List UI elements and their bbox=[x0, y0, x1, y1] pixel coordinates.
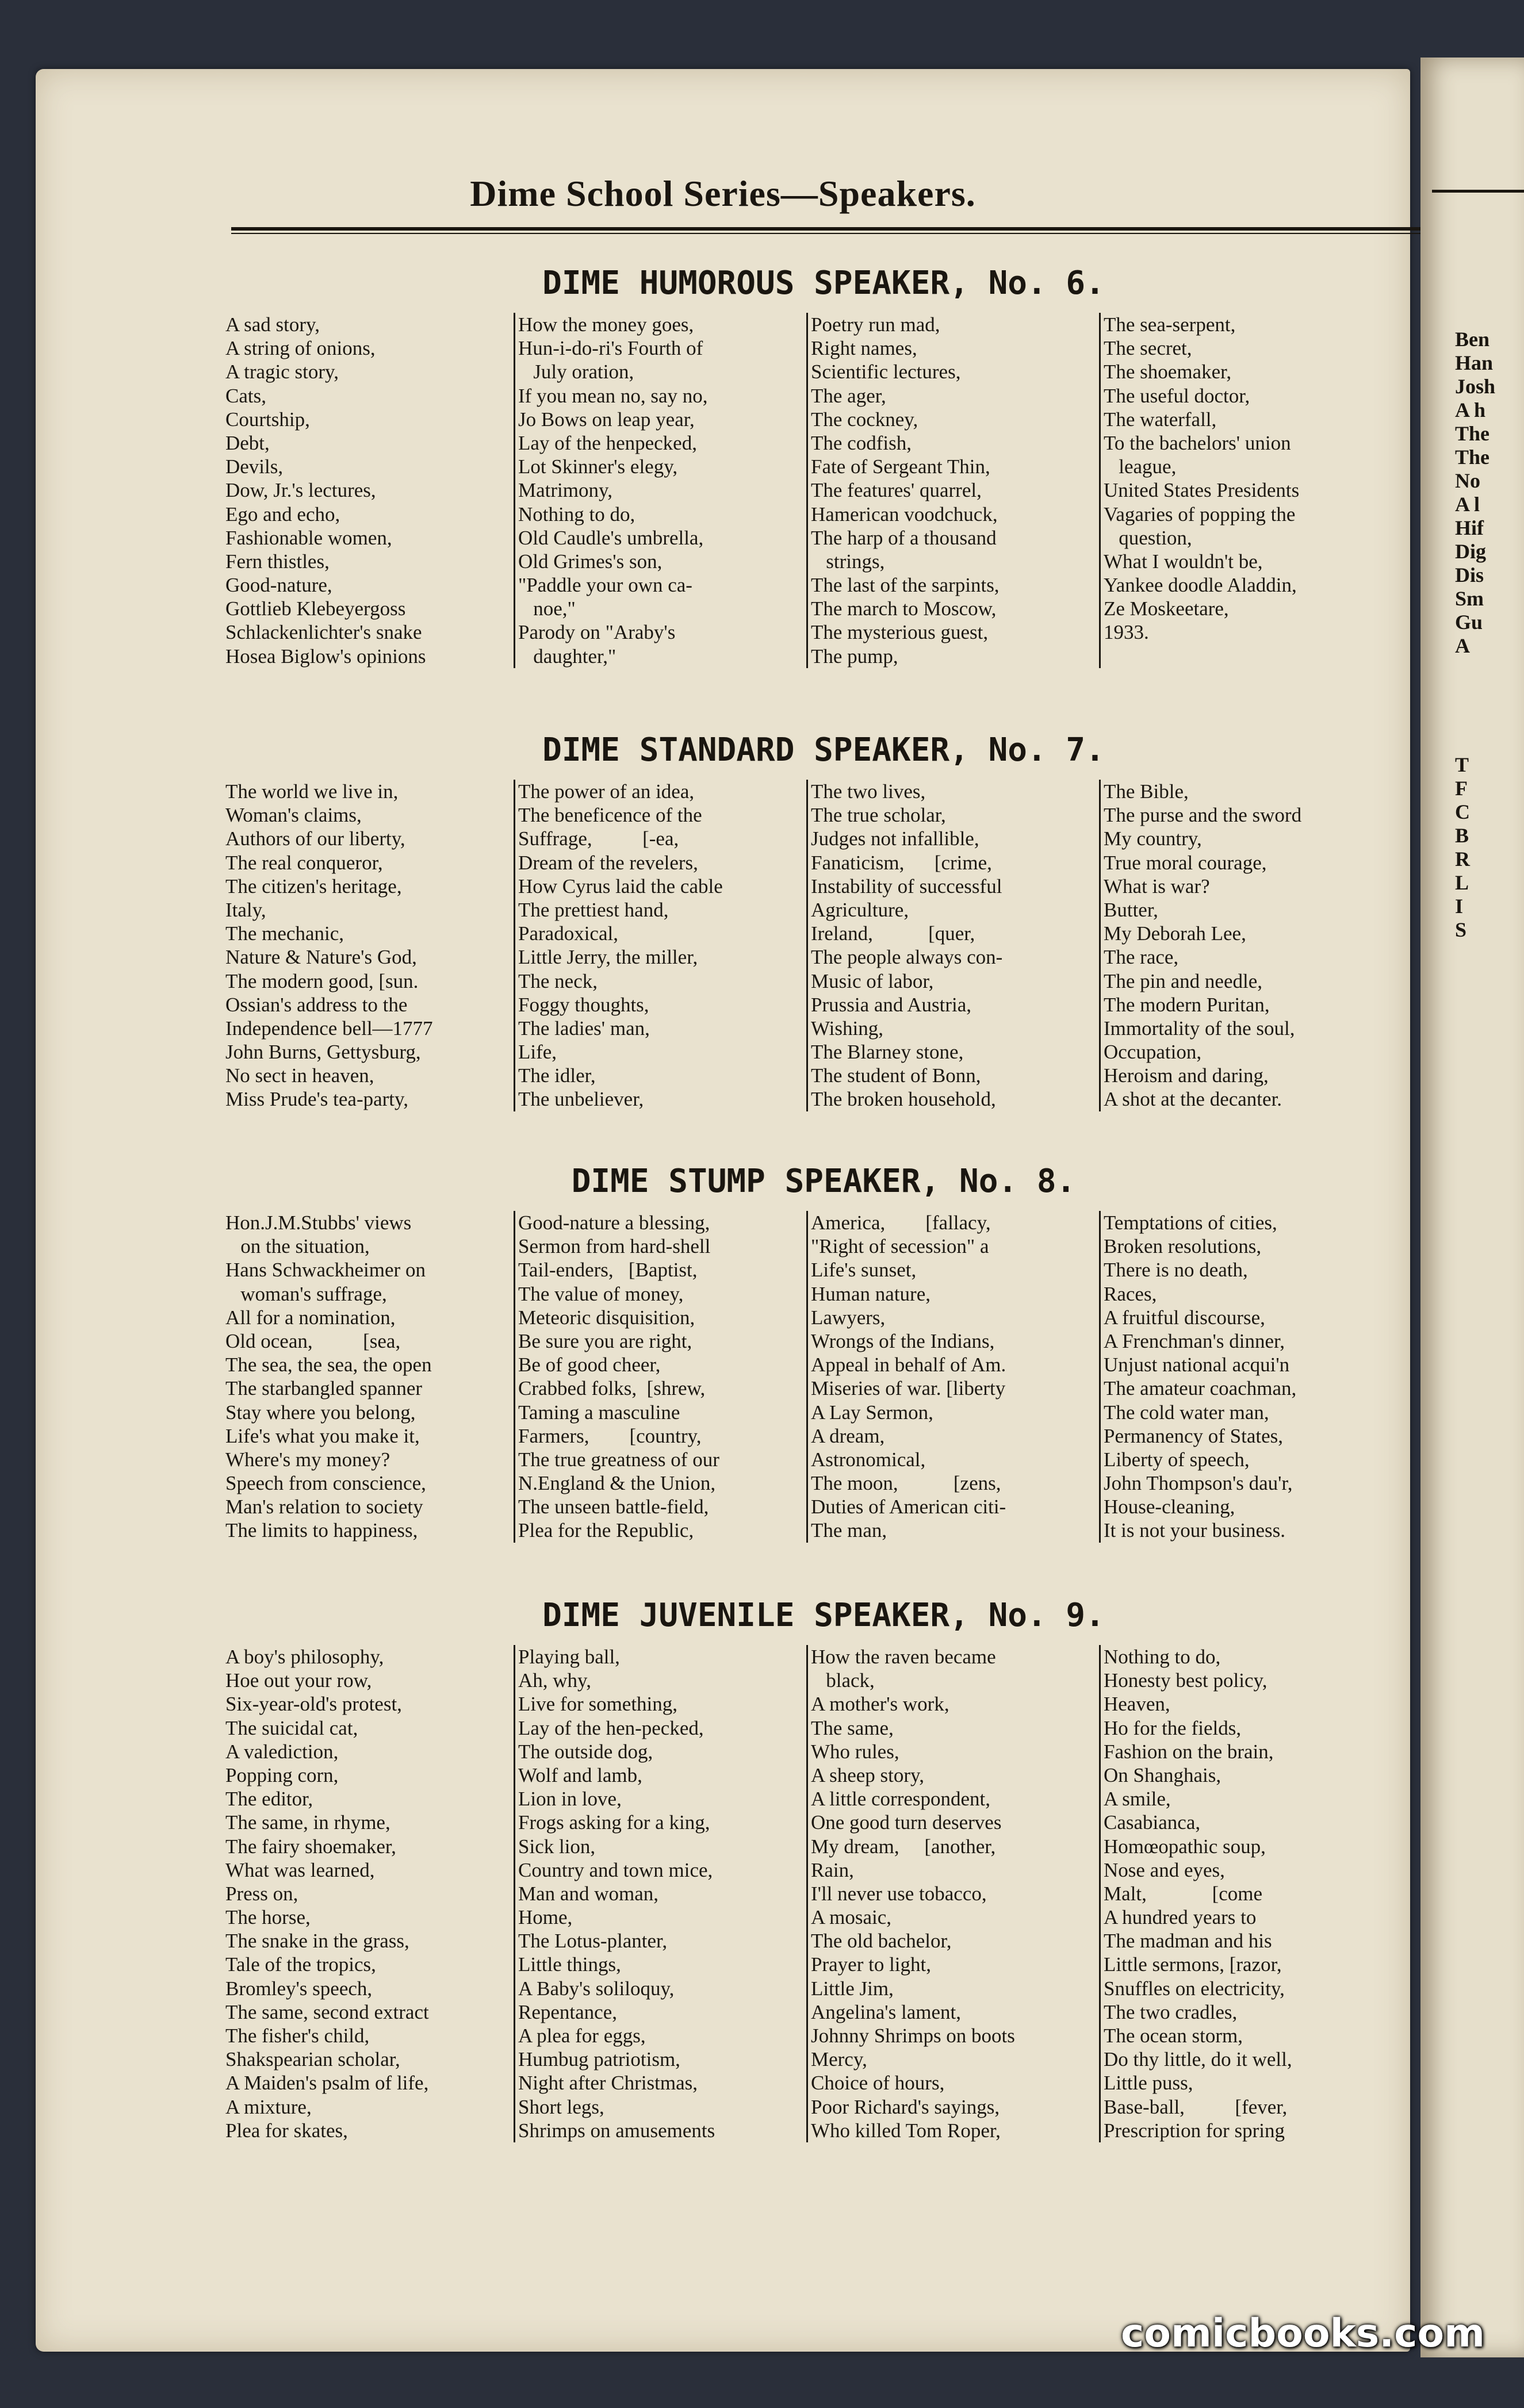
entry-line: Lion in love, bbox=[518, 1788, 622, 1811]
entry-line: Playing ball, bbox=[518, 1646, 620, 1668]
section-columns bbox=[225, 313, 1422, 668]
entry-line: noe," bbox=[518, 597, 576, 620]
entry-line: The prettiest hand, bbox=[518, 898, 669, 921]
column-1 bbox=[225, 1211, 509, 1543]
entry-line: Plea for the Republic, bbox=[518, 1519, 694, 1542]
entry-line: Gottlieb Klebeyergoss bbox=[225, 597, 406, 620]
entry-line: The modern Puritan, bbox=[1104, 993, 1270, 1016]
column-3 bbox=[806, 1211, 1094, 1543]
entry-line: Permanency of States, bbox=[1104, 1424, 1283, 1447]
entry-line: Nothing to do, bbox=[518, 503, 635, 526]
entry-line: Right names, bbox=[811, 337, 917, 360]
entry-line: A Lay Sermon, bbox=[811, 1401, 933, 1424]
entry-line: Jo Bows on leap year, bbox=[518, 408, 695, 431]
entry-line: Crabbed folks, [shrew, bbox=[518, 1377, 706, 1400]
entry-line: Poor Richard's sayings, bbox=[811, 2095, 1000, 2118]
entry-line: The useful doctor, bbox=[1104, 384, 1250, 407]
entry-line: Man and woman, bbox=[518, 1882, 658, 1905]
entry-line: Where's my money? bbox=[225, 1448, 390, 1471]
entry-line: Hoe out your row, bbox=[225, 1669, 372, 1692]
entry-line: No sect in heaven, bbox=[225, 1064, 374, 1087]
entry-line: daughter," bbox=[518, 645, 617, 668]
entry-line: Tail-enders, [Baptist, bbox=[518, 1259, 698, 1282]
entry-line: What is war? bbox=[1104, 875, 1210, 898]
entry-line: One good turn deserves bbox=[811, 1811, 1002, 1834]
entry-line: Choice of hours, bbox=[811, 2072, 945, 2095]
entry-line: "Paddle your own ca- bbox=[518, 574, 692, 597]
entry-line: Johnny Shrimps on boots bbox=[811, 2024, 1015, 2047]
entry-line: True moral courage, bbox=[1104, 851, 1267, 874]
entry-line: Hamerican voodchuck, bbox=[811, 503, 998, 526]
running-head: Dime School Series—Speakers. bbox=[470, 173, 976, 214]
entry-line: The cold water man, bbox=[1104, 1401, 1269, 1424]
entry-line: My country, bbox=[1104, 827, 1202, 850]
column-1 bbox=[225, 780, 509, 1111]
section-title: DIME STANDARD SPEAKER, No. 7. bbox=[542, 731, 1105, 769]
entry-line: Lay of the hen-pecked, bbox=[518, 1716, 704, 1739]
entry-line: Frogs asking for a king, bbox=[518, 1811, 710, 1834]
section-title: DIME JUVENILE SPEAKER, No. 9. bbox=[542, 1597, 1105, 1634]
entry-line: The purse and the sword bbox=[1104, 804, 1302, 827]
entry-line: The waterfall, bbox=[1104, 408, 1217, 431]
entry-line: Old ocean, [sea, bbox=[225, 1329, 401, 1352]
entry-line: Mercy, bbox=[811, 2048, 867, 2071]
entry-line: Immortality of the soul, bbox=[1104, 1017, 1295, 1040]
entry-line: Wishing, bbox=[811, 1017, 883, 1040]
entry-line: "Right of secession" a bbox=[811, 1235, 989, 1258]
entry-line: July oration, bbox=[518, 361, 634, 384]
entry-line: A boy's philosophy, bbox=[225, 1646, 384, 1668]
column-2 bbox=[514, 1211, 802, 1543]
adjacent-head-rule bbox=[1432, 190, 1524, 193]
entry-line: Homœopathic soup, bbox=[1104, 1835, 1266, 1858]
entry-line: The race, bbox=[1104, 946, 1179, 969]
entry-line: Authors of our liberty, bbox=[225, 827, 405, 850]
entry-line: Little things, bbox=[518, 1953, 621, 1976]
entry-line: The ocean storm, bbox=[1104, 2024, 1243, 2047]
entry-line: Malt, [come bbox=[1104, 1882, 1263, 1905]
entry-line: The pin and needle, bbox=[1104, 969, 1263, 992]
entry-line: Plea for skates, bbox=[225, 2119, 348, 2142]
entry-line: Fashion on the brain, bbox=[1104, 1740, 1274, 1763]
entry-line: The horse, bbox=[225, 1906, 311, 1929]
entry-line: Lot Skinner's elegy, bbox=[518, 455, 678, 478]
entry-line: All for a nomination, bbox=[225, 1306, 396, 1329]
entry-line: Races, bbox=[1104, 1282, 1157, 1305]
adjacent-page-edge bbox=[1420, 57, 1524, 2357]
entry-line: A valediction, bbox=[225, 1740, 339, 1763]
entry-line: Night after Christmas, bbox=[518, 2072, 698, 2095]
entry-line: Music of labor, bbox=[811, 969, 934, 992]
entry-line: Scientific lectures, bbox=[811, 361, 961, 384]
entry-line: The mechanic, bbox=[225, 922, 344, 945]
entry-line: Home, bbox=[518, 1906, 573, 1929]
entry-line: The march to Moscow, bbox=[811, 597, 997, 620]
entry-line: Heroism and daring, bbox=[1104, 1064, 1269, 1087]
entry-line: The Blarney stone, bbox=[811, 1041, 964, 1064]
entry-line: A sad story, bbox=[225, 313, 320, 336]
entry-line: Stay where you belong, bbox=[225, 1401, 416, 1424]
entry-line: Who killed Tom Roper, bbox=[811, 2119, 1001, 2142]
entry-line: Judges not infallible, bbox=[811, 827, 979, 850]
entry-line: The people always con- bbox=[811, 946, 1003, 969]
entry-line: Liberty of speech, bbox=[1104, 1448, 1250, 1471]
entry-line: The real conqueror, bbox=[225, 851, 383, 874]
entry-line: on the situation, bbox=[225, 1235, 370, 1258]
column-4 bbox=[1099, 1645, 1387, 2142]
entry-line: Astronomical, bbox=[811, 1448, 926, 1471]
entry-line: Base-ball, [fever, bbox=[1104, 2095, 1288, 2118]
site-watermark: comicbooks.com bbox=[1120, 2311, 1485, 2356]
entry-line: Prussia and Austria, bbox=[811, 993, 972, 1016]
column-3 bbox=[806, 313, 1094, 668]
entry-line: What I wouldn't be, bbox=[1104, 550, 1263, 573]
entry-line: Dream of the revelers, bbox=[518, 851, 698, 874]
entry-line: Ho for the fields, bbox=[1104, 1716, 1242, 1739]
entry-line: Rain, bbox=[811, 1858, 854, 1881]
entry-line: Ego and echo, bbox=[225, 503, 340, 526]
entry-line: Ossian's address to the bbox=[225, 993, 408, 1016]
entry-line: Courtship, bbox=[225, 408, 310, 431]
entry-line: Angelina's lament, bbox=[811, 2000, 961, 2023]
section-stump-speaker bbox=[225, 1161, 1422, 1543]
entry-line: Broken resolutions, bbox=[1104, 1235, 1262, 1258]
entry-line: How the money goes, bbox=[518, 313, 694, 336]
entry-line: A Frenchman's dinner, bbox=[1104, 1329, 1285, 1352]
head-rule-thin bbox=[231, 233, 1422, 234]
entry-line: The Lotus-planter, bbox=[518, 1930, 668, 1953]
adjacent-page-text-bottom: T F C B R L I S bbox=[1455, 753, 1470, 941]
entry-line: Butter, bbox=[1104, 898, 1158, 921]
entry-line: woman's suffrage, bbox=[225, 1282, 387, 1305]
entry-line: How Cyrus laid the cable bbox=[518, 875, 723, 898]
entry-line: strings, bbox=[811, 550, 885, 573]
entry-line: The sea-serpent, bbox=[1104, 313, 1236, 336]
entry-line: Debt, bbox=[225, 431, 270, 454]
entry-line: The two lives, bbox=[811, 780, 926, 803]
entry-line: Life's what you make it, bbox=[225, 1424, 420, 1447]
section-title: DIME HUMOROUS SPEAKER, No. 6. bbox=[542, 264, 1105, 302]
entry-line: Hun-i-do-ri's Fourth of bbox=[518, 337, 703, 360]
entry-line: A hundred years to bbox=[1104, 1906, 1257, 1929]
entry-line: Humbug patriotism, bbox=[518, 2048, 680, 2071]
entry-line: The ladies' man, bbox=[518, 1017, 650, 1040]
entry-line: Hosea Biglow's opinions bbox=[225, 645, 426, 668]
entry-line: 1933. bbox=[1104, 621, 1149, 644]
entry-line: The outside dog, bbox=[518, 1740, 653, 1763]
entry-line: The shoemaker, bbox=[1104, 361, 1232, 384]
entry-line: Fanaticism, [crime, bbox=[811, 851, 992, 874]
entry-line: The old bachelor, bbox=[811, 1930, 952, 1953]
entry-line: Shrimps on amusements bbox=[518, 2119, 715, 2142]
entry-line: Paradoxical, bbox=[518, 922, 618, 945]
entry-line: Ze Moskeetare, bbox=[1104, 597, 1229, 620]
entry-line: Ah, why, bbox=[518, 1669, 592, 1692]
entry-line: The world we live in, bbox=[225, 780, 399, 803]
entry-line: Country and town mice, bbox=[518, 1858, 713, 1881]
entry-line: The moon, [zens, bbox=[811, 1472, 1001, 1495]
entry-line: Lawyers, bbox=[811, 1306, 886, 1329]
entry-line: Poetry run mad, bbox=[811, 313, 940, 336]
entry-line: Casabianca, bbox=[1104, 1811, 1201, 1834]
entry-line: How the raven became bbox=[811, 1646, 996, 1668]
entry-line: Old Grimes's son, bbox=[518, 550, 663, 573]
entry-line: United States Presidents bbox=[1104, 479, 1300, 502]
entry-line: black, bbox=[811, 1669, 875, 1692]
entry-line: Sermon from hard-shell bbox=[518, 1235, 711, 1258]
entry-line: Vagaries of popping the bbox=[1104, 503, 1296, 526]
entry-line: The last of the sarpints, bbox=[811, 574, 1000, 597]
entry-line: Good-nature, bbox=[225, 574, 332, 597]
entry-line: Duties of American citi- bbox=[811, 1496, 1006, 1519]
entry-line: A mother's work, bbox=[811, 1693, 949, 1716]
entry-line: Schlackenlichter's snake bbox=[225, 621, 422, 644]
entry-line: Life's sunset, bbox=[811, 1259, 917, 1282]
entry-line: Italy, bbox=[225, 898, 266, 921]
column-4 bbox=[1099, 313, 1387, 668]
entry-line: The true scholar, bbox=[811, 804, 946, 827]
entry-line: Hans Schwackheimer on bbox=[225, 1259, 426, 1282]
entry-line: The citizen's heritage, bbox=[225, 875, 402, 898]
section-columns bbox=[225, 1211, 1422, 1543]
entry-line: Sick lion, bbox=[518, 1835, 596, 1858]
entry-line: Temptations of cities, bbox=[1104, 1211, 1277, 1234]
entry-line: Cats, bbox=[225, 384, 266, 407]
entry-line: Unjust national acqui'n bbox=[1104, 1353, 1290, 1376]
entry-line: If you mean no, say no, bbox=[518, 384, 708, 407]
entry-line: Independence bell—1777 bbox=[225, 1017, 433, 1040]
column-1 bbox=[225, 1645, 509, 2142]
entry-line: Who rules, bbox=[811, 1740, 899, 1763]
entry-line: On Shanghais, bbox=[1104, 1763, 1222, 1786]
entry-line: Nose and eyes, bbox=[1104, 1858, 1225, 1881]
entry-line: Fate of Sergeant Thin, bbox=[811, 455, 990, 478]
section-juvenile-speaker bbox=[225, 1596, 1422, 2142]
head-rule-thick bbox=[231, 227, 1422, 231]
entry-line: Heaven, bbox=[1104, 1693, 1170, 1716]
entry-line: The man, bbox=[811, 1519, 887, 1542]
entry-line: Appeal in behalf of Am. bbox=[811, 1353, 1006, 1376]
column-2 bbox=[514, 1645, 802, 2142]
entry-line: The same, bbox=[811, 1716, 894, 1739]
column-4 bbox=[1099, 780, 1387, 1111]
entry-line: Press on, bbox=[225, 1882, 298, 1905]
entry-line: The modern good, [sun. bbox=[225, 969, 419, 992]
column-2 bbox=[514, 780, 802, 1111]
entry-line: Dow, Jr.'s lectures, bbox=[225, 479, 376, 502]
entry-line: The same, second extract bbox=[225, 2000, 429, 2023]
entry-line: Man's relation to society bbox=[225, 1496, 423, 1519]
entry-line: Do thy little, do it well, bbox=[1104, 2048, 1292, 2071]
entry-line: Live for something, bbox=[518, 1693, 678, 1716]
entry-line: Fern thistles, bbox=[225, 550, 330, 573]
column-4 bbox=[1099, 1211, 1387, 1543]
entry-line: The idler, bbox=[518, 1064, 596, 1087]
entry-line: Miss Prude's tea-party, bbox=[225, 1088, 409, 1111]
entry-line: Agriculture, bbox=[811, 898, 909, 921]
entry-line: The broken household, bbox=[811, 1088, 996, 1111]
entry-line: Suffrage, [-ea, bbox=[518, 827, 679, 850]
entry-line: The cockney, bbox=[811, 408, 918, 431]
entry-line: A mixture, bbox=[225, 2095, 312, 2118]
entry-line: Good-nature a blessing, bbox=[518, 1211, 710, 1234]
entry-line: The neck, bbox=[518, 969, 598, 992]
entry-line: The two cradles, bbox=[1104, 2000, 1238, 2023]
entry-line: The true greatness of our bbox=[518, 1448, 719, 1471]
entry-line: Shakspearian scholar, bbox=[225, 2048, 400, 2071]
entry-line: Parody on "Araby's bbox=[518, 621, 676, 644]
entry-line: Nature & Nature's God, bbox=[225, 946, 417, 969]
entry-line: Little Jerry, the miller, bbox=[518, 946, 698, 969]
entry-line: A sheep story, bbox=[811, 1763, 925, 1786]
entry-line: The editor, bbox=[225, 1788, 313, 1811]
entry-line: Little puss, bbox=[1104, 2072, 1193, 2095]
entry-line: Prayer to light, bbox=[811, 1953, 931, 1976]
entry-line: The Bible, bbox=[1104, 780, 1189, 803]
entry-line: The harp of a thousand bbox=[811, 526, 997, 549]
entry-line: Farmers, [country, bbox=[518, 1424, 702, 1447]
entry-line: John Thompson's dau'r, bbox=[1104, 1472, 1293, 1495]
entry-line: Wrongs of the Indians, bbox=[811, 1329, 995, 1352]
entry-line: Ireland, [quer, bbox=[811, 922, 975, 945]
entry-line: A Maiden's psalm of life, bbox=[225, 2072, 429, 2095]
entry-line: Tale of the tropics, bbox=[225, 1953, 376, 1976]
entry-line: Little Jim, bbox=[811, 1977, 894, 2000]
section-columns bbox=[225, 1645, 1422, 2142]
entry-line: My dream, [another, bbox=[811, 1835, 996, 1858]
entry-line: Human nature, bbox=[811, 1282, 931, 1305]
entry-line: Bromley's speech, bbox=[225, 1977, 373, 2000]
entry-line: The secret, bbox=[1104, 337, 1192, 360]
entry-line: The features' quarrel, bbox=[811, 479, 982, 502]
entry-line: Repentance, bbox=[518, 2000, 617, 2023]
entry-line: I'll never use tobacco, bbox=[811, 1882, 987, 1905]
entry-line: Fashionable women, bbox=[225, 526, 392, 549]
entry-line: House-cleaning, bbox=[1104, 1496, 1235, 1519]
entry-line: A plea for eggs, bbox=[518, 2024, 646, 2047]
entry-line: Yankee doodle Aladdin, bbox=[1104, 574, 1297, 597]
entry-line: America, [fallacy, bbox=[811, 1211, 991, 1234]
entry-line: Miseries of war. [liberty bbox=[811, 1377, 1006, 1400]
entry-line: Matrimony, bbox=[518, 479, 612, 502]
adjacent-page-text-top: Ben Han Josh A h The The No A l Hif Dig Dis Sm Gu A bbox=[1455, 328, 1496, 657]
entry-line: The sea, the sea, the open bbox=[225, 1353, 432, 1376]
entry-line: Old Caudle's umbrella, bbox=[518, 526, 704, 549]
entry-line: Speech from conscience, bbox=[225, 1472, 426, 1495]
entry-line: Honesty best policy, bbox=[1104, 1669, 1268, 1692]
entry-line: The mysterious guest, bbox=[811, 621, 989, 644]
entry-line: The unseen battle-field, bbox=[518, 1496, 709, 1519]
entry-line: The fisher's child, bbox=[225, 2024, 370, 2047]
entry-line: Six-year-old's protest, bbox=[225, 1693, 402, 1716]
entry-line: Life, bbox=[518, 1041, 557, 1064]
entry-line: A tragic story, bbox=[225, 361, 339, 384]
catalog-page bbox=[36, 69, 1410, 2352]
entry-line: The same, in rhyme, bbox=[225, 1811, 390, 1834]
entry-line: The amateur coachman, bbox=[1104, 1377, 1297, 1400]
section-columns bbox=[225, 780, 1422, 1111]
entry-line: The madman and his bbox=[1104, 1930, 1272, 1953]
entry-line: A mosaic, bbox=[811, 1906, 891, 1929]
entry-line: The pump, bbox=[811, 645, 898, 668]
entry-line: The power of an idea, bbox=[518, 780, 695, 803]
entry-line: A fruitful discourse, bbox=[1104, 1306, 1265, 1329]
entry-line: Popping corn, bbox=[225, 1763, 339, 1786]
entry-line: It is not your business. bbox=[1104, 1519, 1285, 1542]
column-1 bbox=[225, 313, 509, 668]
entry-line: Little sermons, [razor, bbox=[1104, 1953, 1282, 1976]
entry-line: Occupation, bbox=[1104, 1041, 1202, 1064]
entry-line: Foggy thoughts, bbox=[518, 993, 649, 1016]
entry-line: Devils, bbox=[225, 455, 284, 478]
entry-line: John Burns, Gettysburg, bbox=[225, 1041, 421, 1064]
entry-line: N.England & the Union, bbox=[518, 1472, 716, 1495]
entry-line: The beneficence of the bbox=[518, 804, 702, 827]
entry-line: The suicidal cat, bbox=[225, 1716, 358, 1739]
section-humorous-speaker bbox=[225, 263, 1422, 668]
entry-line: A shot at the decanter. bbox=[1104, 1088, 1282, 1111]
entry-line: The limits to happiness, bbox=[225, 1519, 418, 1542]
entry-line: The value of money, bbox=[518, 1282, 684, 1305]
entry-line: question, bbox=[1104, 526, 1192, 549]
entry-line: A little correspondent, bbox=[811, 1788, 991, 1811]
entry-line: A Baby's soliloquy, bbox=[518, 1977, 675, 2000]
column-3 bbox=[806, 780, 1094, 1111]
entry-line: Snuffles on electricity, bbox=[1104, 1977, 1285, 2000]
entry-line: A dream, bbox=[811, 1424, 885, 1447]
entry-line: Be of good cheer, bbox=[518, 1353, 661, 1376]
entry-line: The starbangled spanner bbox=[225, 1377, 423, 1400]
entry-line: To the bachelors' union bbox=[1104, 431, 1291, 454]
entry-line: Short legs, bbox=[518, 2095, 604, 2118]
entry-line: Be sure you are right, bbox=[518, 1329, 692, 1352]
entry-line: The snake in the grass, bbox=[225, 1930, 409, 1953]
entry-line: A string of onions, bbox=[225, 337, 376, 360]
entry-line: league, bbox=[1104, 455, 1177, 478]
column-2 bbox=[514, 313, 802, 668]
entry-line: The student of Bonn, bbox=[811, 1064, 981, 1087]
entry-line: Wolf and lamb, bbox=[518, 1763, 642, 1786]
entry-line: A smile, bbox=[1104, 1788, 1171, 1811]
entry-line: Woman's claims, bbox=[225, 804, 362, 827]
column-3 bbox=[806, 1645, 1094, 2142]
entry-line: The unbeliever, bbox=[518, 1088, 644, 1111]
entry-line: Lay of the henpecked, bbox=[518, 431, 697, 454]
entry-line: Hon.J.M.Stubbs' views bbox=[225, 1211, 412, 1234]
entry-line: Taming a masculine bbox=[518, 1401, 680, 1424]
entry-line: There is no death, bbox=[1104, 1259, 1248, 1282]
entry-line: Nothing to do, bbox=[1104, 1646, 1221, 1668]
entry-line: What was learned, bbox=[225, 1858, 375, 1881]
entry-line: My Deborah Lee, bbox=[1104, 922, 1246, 945]
entry-line: The codfish, bbox=[811, 431, 912, 454]
entry-line: Meteoric disquisition, bbox=[518, 1306, 695, 1329]
section-title: DIME STUMP SPEAKER, No. 8. bbox=[571, 1163, 1076, 1200]
section-standard-speaker bbox=[225, 730, 1422, 1111]
entry-line: The fairy shoemaker, bbox=[225, 1835, 396, 1858]
entry-line: The ager, bbox=[811, 384, 886, 407]
entry-line: Instability of successful bbox=[811, 875, 1002, 898]
entry-line: Prescription for spring bbox=[1104, 2119, 1285, 2142]
